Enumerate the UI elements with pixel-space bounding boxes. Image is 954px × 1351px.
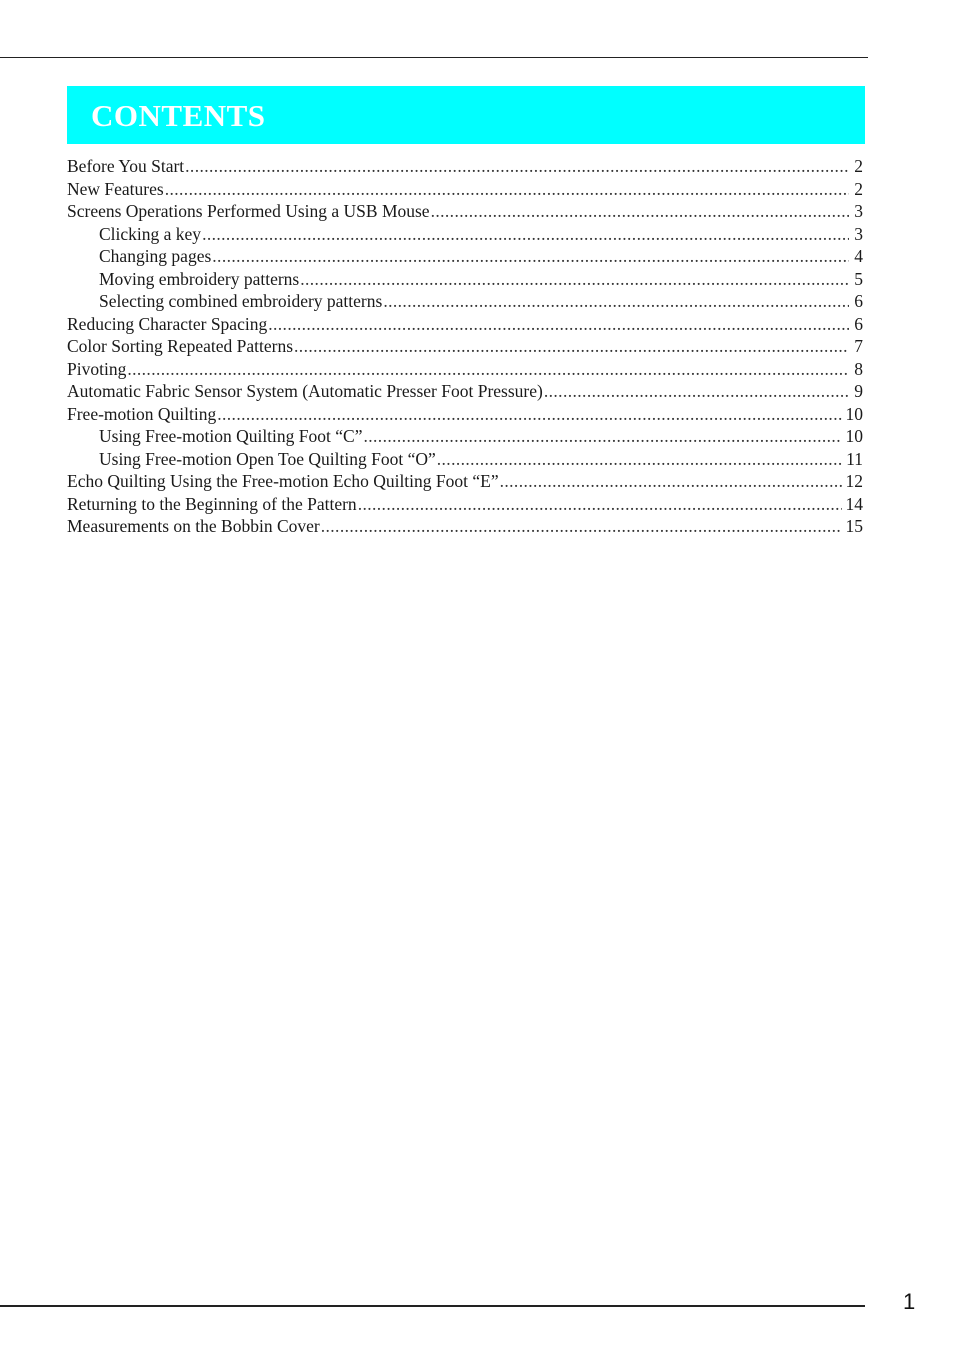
- toc-dot-leader: [437, 448, 842, 471]
- page-title: CONTENTS: [91, 98, 266, 133]
- toc-entry-title: Free-motion Quilting: [67, 403, 217, 424]
- toc-dot-leader: [363, 425, 841, 448]
- toc-dot-leader: [383, 290, 849, 313]
- toc-entry-selecting-combined-patterns[interactable]: [67, 290, 863, 313]
- toc-entry-title: Using Free-motion Open Toe Quilting Foot “O”: [99, 448, 436, 469]
- toc-entry-page: 3: [854, 201, 863, 221]
- toc-entry-title: Screens Operations Performed Using a USB Mouse: [67, 201, 430, 221]
- toc-entry-page: 8: [854, 358, 863, 379]
- toc-entry-pivoting[interactable]: [67, 358, 863, 381]
- bottom-rule: [0, 1305, 865, 1307]
- toc-entry-page: 14: [845, 493, 863, 514]
- toc-dot-leader: [321, 515, 842, 538]
- toc-entry-bobbin-cover-measurements[interactable]: [67, 515, 863, 538]
- toc-entry-echo-quilting[interactable]: [67, 470, 863, 493]
- toc-entry-title: Reducing Character Spacing: [67, 313, 268, 334]
- toc-entry-title: Selecting combined embroidery patterns: [99, 291, 383, 311]
- toc-entry-page: 12: [845, 471, 863, 491]
- toc-entry-title: Using Free-motion Quilting Foot “C”: [99, 426, 363, 446]
- toc-dot-leader: [431, 200, 849, 223]
- toc-entry-page: 3: [854, 223, 863, 244]
- toc-entry-title: Before You Start: [67, 156, 185, 176]
- toc-entry-page: 5: [854, 268, 863, 289]
- toc-entry-foot-o[interactable]: [67, 448, 863, 471]
- toc-dot-leader: [500, 470, 842, 493]
- toc-entry-reducing-character-spacing[interactable]: [67, 313, 863, 336]
- toc-entry-title: Moving embroidery patterns: [99, 268, 300, 289]
- toc-entry-page: 4: [854, 246, 863, 266]
- toc-dot-leader: [202, 223, 849, 246]
- toc-entry-page: 2: [854, 178, 863, 199]
- toc-entry-page: 15: [845, 516, 863, 536]
- toc-entry-before-you-start[interactable]: [67, 155, 863, 178]
- toc-dot-leader: [185, 155, 849, 178]
- toc-dot-leader: [212, 245, 849, 268]
- top-rule: [0, 57, 868, 58]
- toc-entry-title: Changing pages: [99, 246, 212, 266]
- table-of-contents: [67, 155, 863, 538]
- toc-entry-title: Color Sorting Repeated Patterns: [67, 336, 294, 356]
- toc-entry-title: Clicking a key: [99, 223, 202, 244]
- toc-entry-changing-pages[interactable]: [67, 245, 863, 268]
- toc-dot-leader: [127, 358, 849, 381]
- toc-entry-usb-mouse[interactable]: [67, 200, 863, 223]
- toc-entry-page: 11: [846, 448, 863, 469]
- toc-dot-leader: [268, 313, 849, 336]
- toc-entry-page: 10: [845, 403, 863, 424]
- toc-dot-leader: [294, 335, 849, 358]
- toc-entry-page: 9: [854, 381, 863, 401]
- toc-entry-new-features[interactable]: [67, 178, 863, 201]
- toc-dot-leader: [544, 380, 849, 403]
- toc-entry-title: Pivoting: [67, 358, 127, 379]
- toc-entry-fabric-sensor-system[interactable]: [67, 380, 863, 403]
- toc-entry-page: 10: [845, 426, 863, 446]
- page-number: 1: [903, 1289, 916, 1314]
- toc-entry-returning-to-beginning[interactable]: [67, 493, 863, 516]
- toc-entry-title: Returning to the Beginning of the Pattern: [67, 493, 357, 514]
- toc-entry-page: 6: [854, 313, 863, 334]
- contents-banner: [67, 86, 865, 144]
- toc-entry-page: 6: [854, 291, 863, 311]
- toc-entry-color-sorting[interactable]: [67, 335, 863, 358]
- toc-entry-title: Measurements on the Bobbin Cover: [67, 516, 320, 536]
- toc-dot-leader: [165, 178, 849, 201]
- toc-entry-moving-embroidery-patterns[interactable]: [67, 268, 863, 291]
- toc-entry-title: Echo Quilting Using the Free-motion Echo Quilting Foot “E”: [67, 471, 499, 491]
- toc-entry-title: Automatic Fabric Sensor System (Automatic Presser Foot Pressure): [67, 381, 543, 401]
- toc-entry-page: 2: [854, 156, 863, 176]
- toc-dot-leader: [300, 268, 849, 291]
- toc-entry-foot-c[interactable]: [67, 425, 863, 448]
- toc-entry-page: 7: [854, 336, 863, 356]
- toc-entry-free-motion-quilting[interactable]: [67, 403, 863, 426]
- toc-dot-leader: [358, 493, 842, 516]
- toc-entry-title: New Features: [67, 178, 164, 199]
- toc-entry-clicking-a-key[interactable]: [67, 223, 863, 246]
- toc-dot-leader: [217, 403, 841, 426]
